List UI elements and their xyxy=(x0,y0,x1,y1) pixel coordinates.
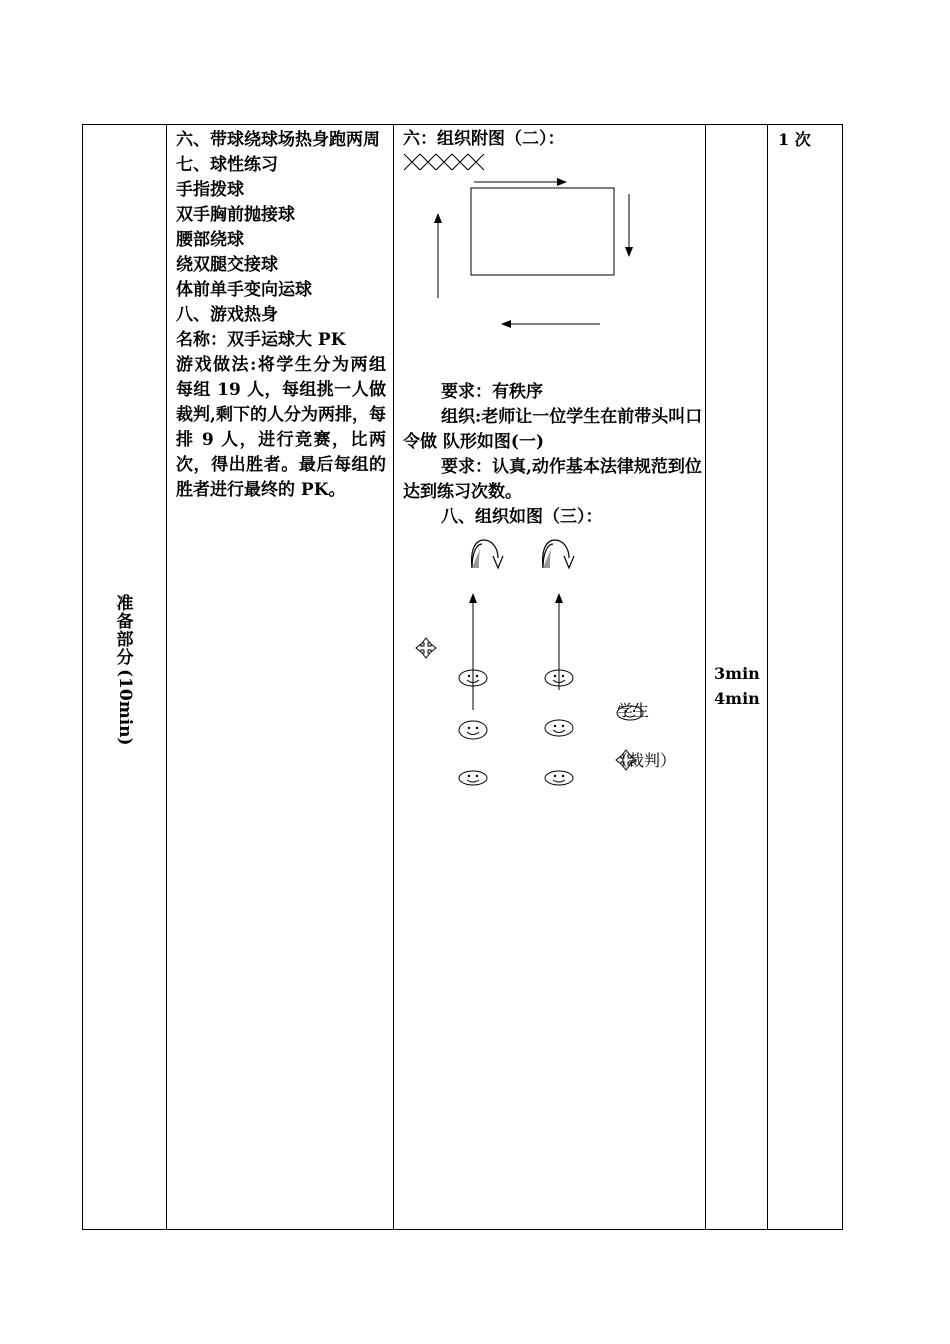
content-line: 手指拨球 xyxy=(176,180,244,200)
legend-student-label: 学生 xyxy=(617,701,650,720)
student-icon xyxy=(459,771,487,785)
organization-cell xyxy=(394,125,706,1229)
court-rectangle xyxy=(471,188,614,275)
content-line: 八、游戏热身 xyxy=(176,305,278,325)
referee-icon xyxy=(416,638,436,658)
figure2-title: 六：组织附图（二）： xyxy=(403,129,565,149)
figure2-diagram xyxy=(394,152,694,372)
section-label-char: 分 xyxy=(116,648,134,668)
section-label-char: 部 xyxy=(116,630,134,650)
content-line: 绕双腿交接球 xyxy=(176,255,278,275)
turn-arrow-icon xyxy=(543,540,574,568)
lesson-table xyxy=(82,124,843,1230)
section-label-char: 准 xyxy=(116,594,134,614)
content-cell xyxy=(167,125,394,1229)
legend-referee-label: （裁判） xyxy=(612,751,677,770)
turn-arrow-icon xyxy=(472,540,503,568)
student-icon xyxy=(545,720,573,736)
cross-marks xyxy=(404,154,484,170)
figure3-diagram xyxy=(394,530,699,800)
content-line: 名称：双手运球大 PK xyxy=(176,330,346,350)
content-line: 腰部绕球 xyxy=(176,230,244,250)
section-label-duration: (10min) xyxy=(115,669,135,746)
count-value: 1 次 xyxy=(778,130,811,149)
figure3-title: 八、组织如图（三）： xyxy=(441,507,603,527)
time-cell xyxy=(706,125,768,1229)
requirement-1: 要求：有秩序 xyxy=(441,382,543,402)
section-label xyxy=(83,595,167,750)
student-icon xyxy=(459,721,487,739)
student-icon xyxy=(545,771,573,785)
requirement-2: 要求：认真,动作基本法律规范到位 达到练习次数。 xyxy=(403,457,702,502)
content-line: 双手胸前抛接球 xyxy=(176,205,295,225)
time-value: 4min xyxy=(714,689,760,708)
count-cell xyxy=(768,125,844,1229)
section-label-char: 备 xyxy=(116,612,134,632)
time-value: 3min xyxy=(714,664,760,683)
organization-text: 组织:老师让一位学生在前带头叫口令做 队形如图(一) xyxy=(403,407,703,452)
content-line: 体前单手变向运球 xyxy=(176,280,312,300)
game-description: 游戏做法:将学生分为两组每组 19 人，每组挑一人做裁判,剩下的人分为两排，每排 9 人，进行竞赛，比两次，得出胜者。最后每组的胜者进行最终的 PK。 xyxy=(176,355,386,500)
content-line: 六、带球绕球场热身跑两周 xyxy=(176,130,380,150)
content-line: 七、球性练习 xyxy=(176,155,278,175)
